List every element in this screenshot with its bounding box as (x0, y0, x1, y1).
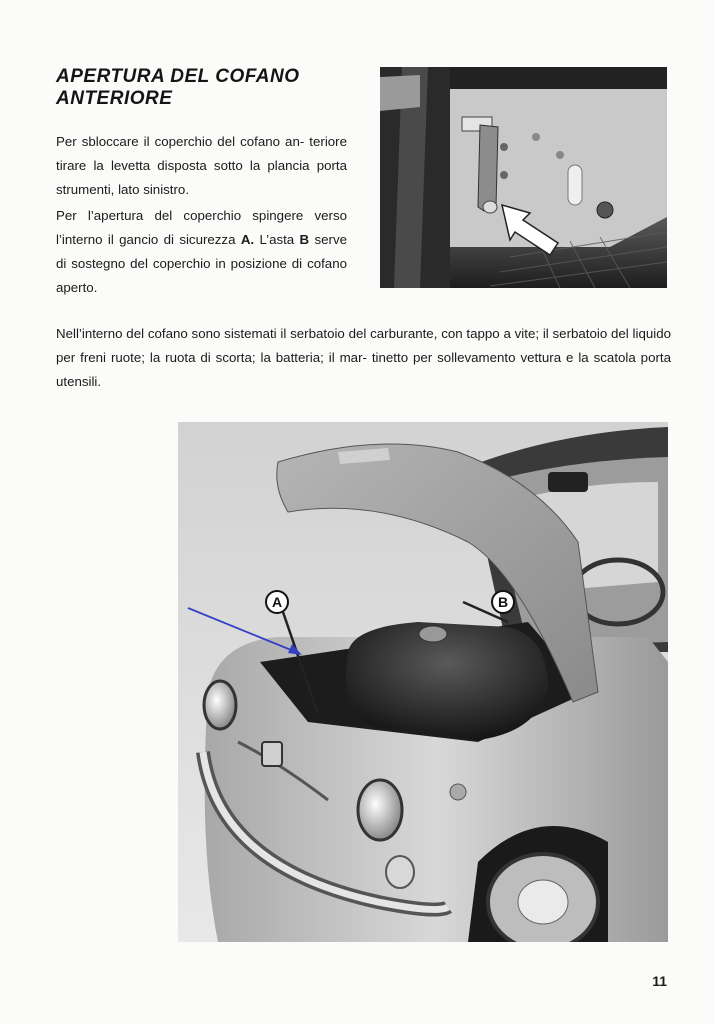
title-line-2: ANTERIORE (56, 88, 173, 109)
section-title (56, 66, 366, 110)
page-number: 11 (652, 973, 667, 989)
label-b-ref: B (299, 232, 310, 247)
paragraph-opening-text: Per l’apertura del coperchio spingere verso l’interno il gancio di sicurezza (56, 208, 347, 247)
label-b-text: B (497, 594, 509, 610)
title-line-1: APERTURA DEL COFANO (56, 66, 300, 87)
paragraph-unlock: Per sbloccare il coperchio del cofano an- teriore tirare la levetta disposta sotto la plancia porta strumenti, lato sinistro. (56, 134, 347, 197)
label-a-text: A (271, 594, 283, 610)
paragraph-opening (56, 204, 347, 300)
front-trunk-photo (178, 422, 668, 942)
paragraph-opening-text-3: serve di sostegno del coperchio in posizione di cofano aperto. (56, 232, 347, 295)
paragraph-opening-text-2: L’asta (259, 232, 300, 247)
label-a-ref: A. (240, 232, 255, 247)
paragraph-contents: Nell’interno del cofano sono sistemati il serbatoio del carburante, con tappo a vite; il serbatoio del liquido per freni ruote; la ruota di scorta; la batteria; il mar- tinetto per sollevamento vettura e la scatola porta utensili. (56, 326, 671, 389)
hood-latch-photo (380, 67, 667, 288)
